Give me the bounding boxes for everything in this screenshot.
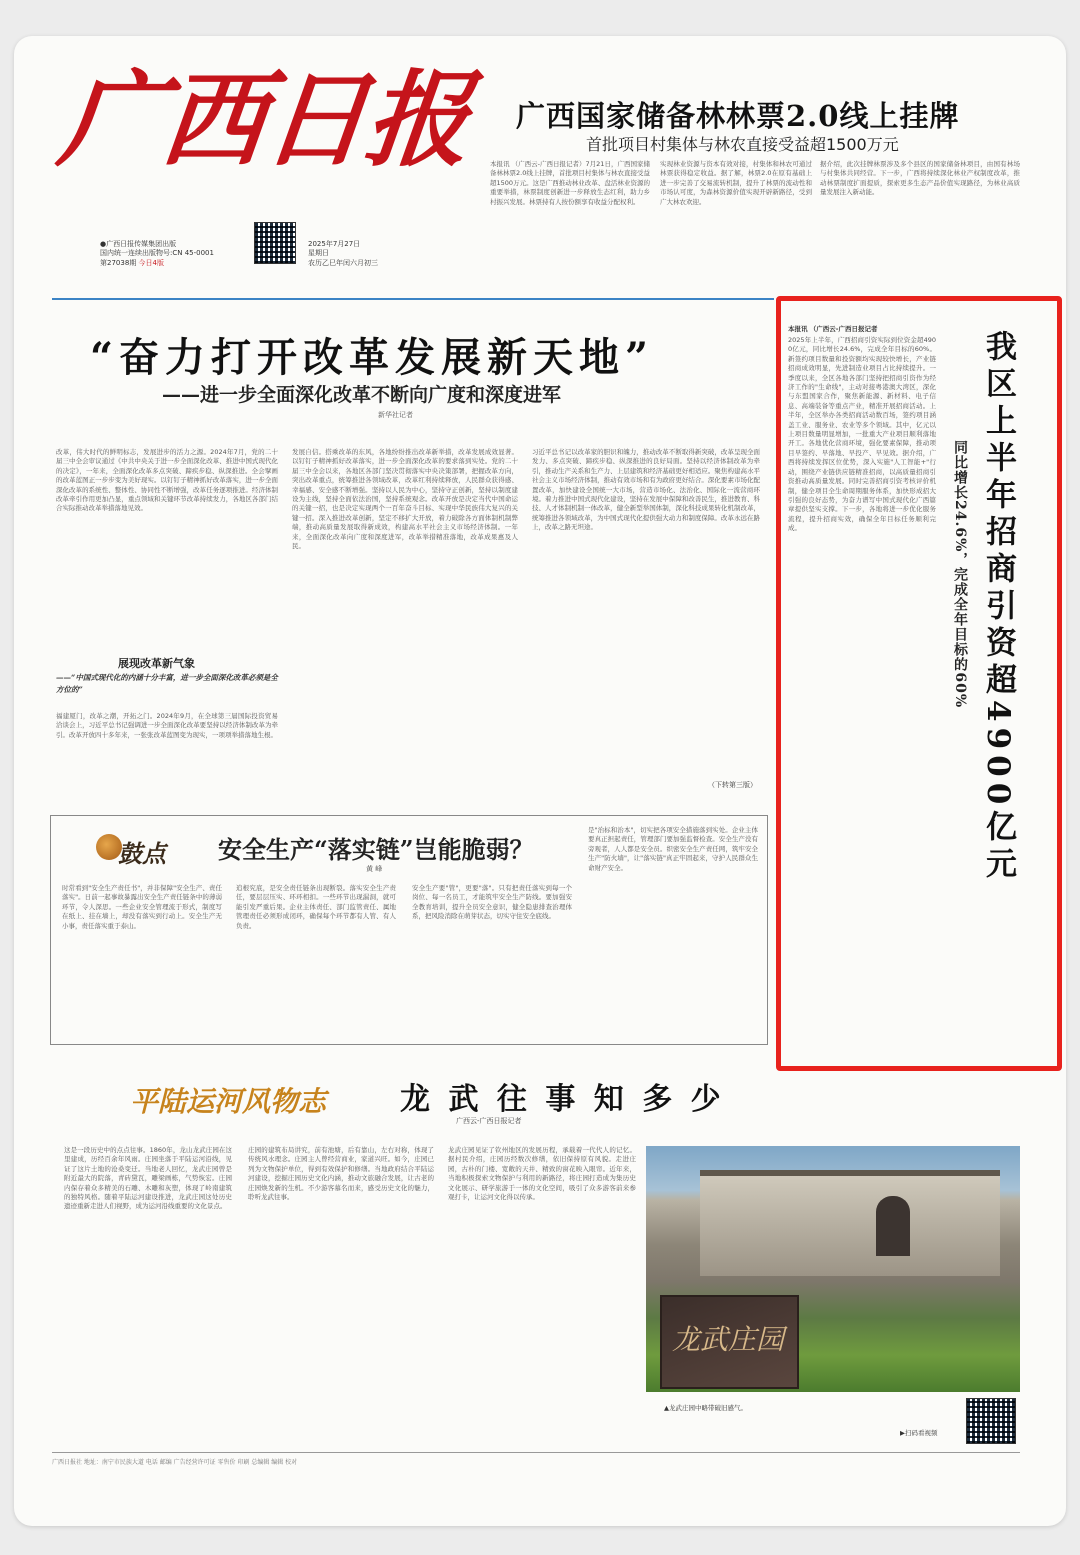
top-story-col-1: 本报讯 （广西云-广西日报记者）7月21日，广西国家储备林林票2.0线上挂牌，首批项目村集体与林农直接受益超1500万元。这是广西推动林业改革、盘活林业资源的重要举措，林票制度创新进一步释放生态红利，助力乡村振兴发展。林票持有人按份额享有收益分配权利。 [490,160,650,206]
qr-code[interactable] [254,222,296,264]
lead-quote: ——“中国式现代化的内涵十分丰富，进一步全面深化改革必须是全方位的” [56,673,278,694]
feature-col-2: 庄园的建筑布局讲究，前有池塘，后有靠山，左右对称，体现了传统风水理念。庄园主人曾经营商业，家道兴旺。如今，庄园已列为文物保护单位，得到有效保护和修缮。当地政府结合平陆运河建设，挖掘庄园历史文化内涵，推动文旅融合发展，让古老的庄园焕发新的生机。不少游客慕名而来，感受历史文化的魅力，聆听龙武往事。 [248,1146,434,1202]
lead-subsection: 展现改革新气象 [118,657,195,670]
issue-no: 第27038期 [100,258,137,267]
lunar-date: 农历乙巳年闰六月初三 [308,258,378,267]
photo-caption: ▲龙武庄园中略带破旧感气。 [664,1404,747,1412]
date-info [308,240,418,268]
date: 2025年7月27日 [308,240,361,248]
highlight-headline[interactable]: 我区上半年招商引资超4900亿元 [980,330,1016,885]
feature-col-3: 龙武庄园见证了钦州地区的发展历程，承载着一代代人的记忆。据村民介绍，庄园历经数次修缮，依旧保持原有风貌。走进庄园，古朴的门楼、宽敞的天井、精致的窗花映入眼帘。近年来，当地积极探索文物保护与利用的新路径，将庄园打造成为集历史文化展示、研学旅游于一体的文化空间，吸引了众多游客前来参观打卡，让运河文化得以传承。 [448,1146,636,1202]
highlight-subhead: 同比增长24.6%，完成全年目标的60% [952,440,968,709]
top-story-col-3: 据介绍，此次挂牌林票涉及多个县区的国家储备林项目，由国有林场与村集体共同经营。下一步，广西将持续深化林业产权制度改革，推动林票制度扩面提质，探索更多生态产品价值实现路径，为林业高质量发展注入新动能。 [820,160,1020,197]
feature-column-logo: 平陆运河风物志 [130,1085,327,1118]
weekday: 星期日 [308,249,329,258]
lead-story-headline[interactable]: “奋力打开改革发展新天地” [90,334,655,381]
lead-story-subhead: ——进一步全面深化改革不断向广度和深度进军 [162,384,562,406]
continued-note[interactable]: （下转第三版） [708,781,757,789]
commentary-column: 鼓点 [118,839,166,868]
highlight-byline: 本报讯 （广西云-广西日报记者 [788,325,878,333]
footer-info: 广西日报社 地址：南宁市民族大道 电话 邮编 广告经营许可证 零售价 印刷 总编辑 编辑 校对 [52,1459,298,1466]
lead-col-1b: 福建厦门，改革之潮，开拓之门。2024年9月，在全球第三届国际投资贸易洽谈会上，习近平总书记强调进一步全面深化改革要坚持以经济体制改革为牵引。改革开放四十多年来，一张张改革蓝图变为现实，一项项举措落地生根。 [56,712,278,739]
top-story-col-2: 实现林业资源与资本有效对接，村集体和林农可通过林票获得稳定收益。据了解，林票2.0在原有基础上进一步完善了交易流转机制，提升了林票的流动性和市场认可度，为森林资源价值实现开辟新路径，受到广大林农欢迎。 [660,160,812,206]
publisher: ●广西日报传媒集团出版 [100,240,177,248]
footer-rule [52,1452,1020,1453]
masthead-info [100,240,250,268]
top-story-headline[interactable]: 广西国家储备林林票2.0线上挂牌 [516,99,960,133]
commentary-author: 黄 峰 [366,865,383,873]
commentary-col-4: 是"治标和治本"，切实把各项安全措施落到实处。企业主体要真正担起责任，管理部门要加强监督检查。安全生产没有旁观者，人人都是安全员。织密安全生产责任网，筑牢安全生产"防火墙"，让"落实链"真正牢固起来，守护人民群众生命财产安全。 [588,826,758,872]
video-qr-code[interactable] [966,1398,1016,1444]
masthead-logo: 广西日报 [53,58,475,181]
lead-story-byline: 新华社记者 [378,411,413,419]
commentary-col-1: 时常看到"安全生产责任书"，并非保障"安全生产、责任落实"。日前一起事故暴露出安全生产责任链条中的薄弱环节，令人深思。一些企业安全管理流于形式，制度写在纸上、挂在墙上，却没有落实到行动上。安全生产无小事，责任落实重于泰山。 [62,884,222,930]
feature-col-1: 这是一段历史中的点点往事。1860年，龙山龙武庄园在这里建成，历经百余年风雨。庄园坐落于平陆运河沿线，见证了这片土地的沧桑变迁。当地老人回忆，龙武庄园曾是附近最大的院落，青砖黛瓦，雕梁画栋，气势恢宏。庄园内保存着众多精美的石雕、木雕和灰塑，体现了岭南建筑的独特风格。随着平陆运河建设推进，龙武庄园这处历史遗迹重新走进人们视野，成为运河沿线重要的文化景点。 [64,1146,232,1211]
lead-col-2: 发展自信。搭乘改革的东风，各地纷纷推出改革新举措，改革发展成效显著。以钉钉子精神抓好改革落实，进一步全面深化改革的要求落到实处。党的二十届三中全会以来，各地区各部门坚决贯彻落实中央决策部署，把握改革方向，突出改革重点，统筹推进各领域改革，改革红利持续释放，人民群众获得感、幸福感、安全感不断增强。坚持以人民为中心，坚持守正创新，坚持以制度建设为主线，坚持全面依法治国，坚持系统观念。改革开放是决定当代中国命运的关键一招，也是决定实现两个一百年奋斗目标、实现中华民族伟大复兴的关键一招。深入推进改革创新，坚定不移扩大开放，着力破除各方面体制机制弊端，推动高质量发展取得新成效，构建高水平社会主义市场经济体制。一年来，全面深化改革向广度和深度进军，改革举措精准落地，改革成果惠及人民。 [292,448,518,551]
commentary-col-2: 追根究底，是安全责任链条出现断裂。落实安全生产责任，要层层压实、环环相扣。一些环节出现漏洞，就可能引发严重后果。企业主体责任、部门监管责任、属地管理责任必须形成闭环，确保每个环节都有人管、有人负责。 [236,884,396,930]
commentary-col-3: 安全生产要"管"，更要"落"。只有把责任落实到每一个岗位、每一名员工，才能筑牢安全生产防线。要加强安全教育培训，提升全员安全意识，健全隐患排查治理体系，把风险消除在萌芽状态，切实守住安全底线。 [412,884,572,921]
top-story-subhead: 首批项目村集体与林农直接受益超1500万元 [586,135,899,154]
stone-inscription: 龙武庄园 [672,1323,785,1356]
scan-video-label[interactable]: ▶扫码看视频 [900,1429,938,1437]
lead-col-3: 习近平总书记以改革家的胆识和魄力，推动改革不断取得新突破，改革呈现全面发力、多点突破、蹄疾步稳、纵深推进的良好局面。坚持以经济体制改革为牵引，推动生产关系和生产力、上层建筑和经济基础更好相适应。聚焦构建高水平社会主义市场经济体制，推动有效市场和有为政府更好结合。深化要素市场化配置改革，加快建设全国统一大市场，营造市场化、法治化、国际化一流营商环境。着力推进中国式现代化建设，坚持在发展中保障和改善民生，推进教育、科技、人才体制机制一体改革，健全新型举国体制，深化科技成果转化机制改革，统筹推进各领域改革，为中国式现代化提供强大动力和制度保障。改革永远在路上，改革之路无坦途。 [532,448,760,532]
commentary-headline[interactable]: 安全生产“落实链”岂能脆弱？ [218,835,534,864]
photo-gate [876,1196,910,1256]
feature-headline[interactable]: 龙 武 往 事 知 多 少 [400,1082,725,1117]
pages: 今日4版 [138,258,164,267]
lead-col-1: 改革，伟大时代的鲜明标志，发展进步的活力之源。2024年7月，党的二十届三中全会审议通过《中共中央关于进一步全面深化改革、推进中国式现代化的决定》，一年来，全面深化改革多点突破、蹄疾步稳、纵深推进。全会擘画的改革蓝图正一步步变为美好现实。以钉钉子精神抓好改革落实，进一步全面深化改革的系统性、整体性、协同性不断增强，改革任务逐项推进。经济体制改革牵引作用更加凸显，重点领域和关键环节改革持续发力，各地区各部门结合实际推动改革举措落地见效。 [56,448,278,513]
cn-number: 国内统一连续出版物号:CN 45-0001 [100,249,214,258]
feature-byline: 广西云-广西日报记者 [456,1117,522,1125]
highlight-body: 2025年上半年，广西招商引资实际到位资金超4900亿元，同比增长24.6%，完成全年目标的60%。新签约项目数量和投资额均实现较快增长，产业链招商成效明显，先进制造业项目占比持续提升。一季度以来，全区各地各部门坚持把招商引资作为经济工作的"生命线"，主动对接粤港澳大湾区，深化与东盟国家合作，聚焦新能源、新材料、电子信息、高端装备等重点产业，精准开展招商活动。上半年，全区举办各类招商活动数百场，签约项目涵盖工业、服务业、农业等多个领域。其中，亿元以上项目数量明显增加，一批重大产业项目顺利落地开工。各地优化营商环境，强化要素保障，推动项目早签约、早落地、早投产、早见效。据介绍，广西将持续发挥区位优势，深入实施"人工智能+"行动，围绕产业链供应链精准招商，以高质量招商引资推动高质量发展。同时完善招商引资考核评价机制，健全项目全生命周期服务体系，加快形成招大引强的良好态势，为奋力谱写中国式现代化广西篇章提供坚实支撑。下一步，各地将进一步优化服务流程，提升招商实效，确保全年目标任务顺利完成。 [788,336,936,533]
section-divider [52,298,774,300]
photo-building [700,1170,1000,1276]
